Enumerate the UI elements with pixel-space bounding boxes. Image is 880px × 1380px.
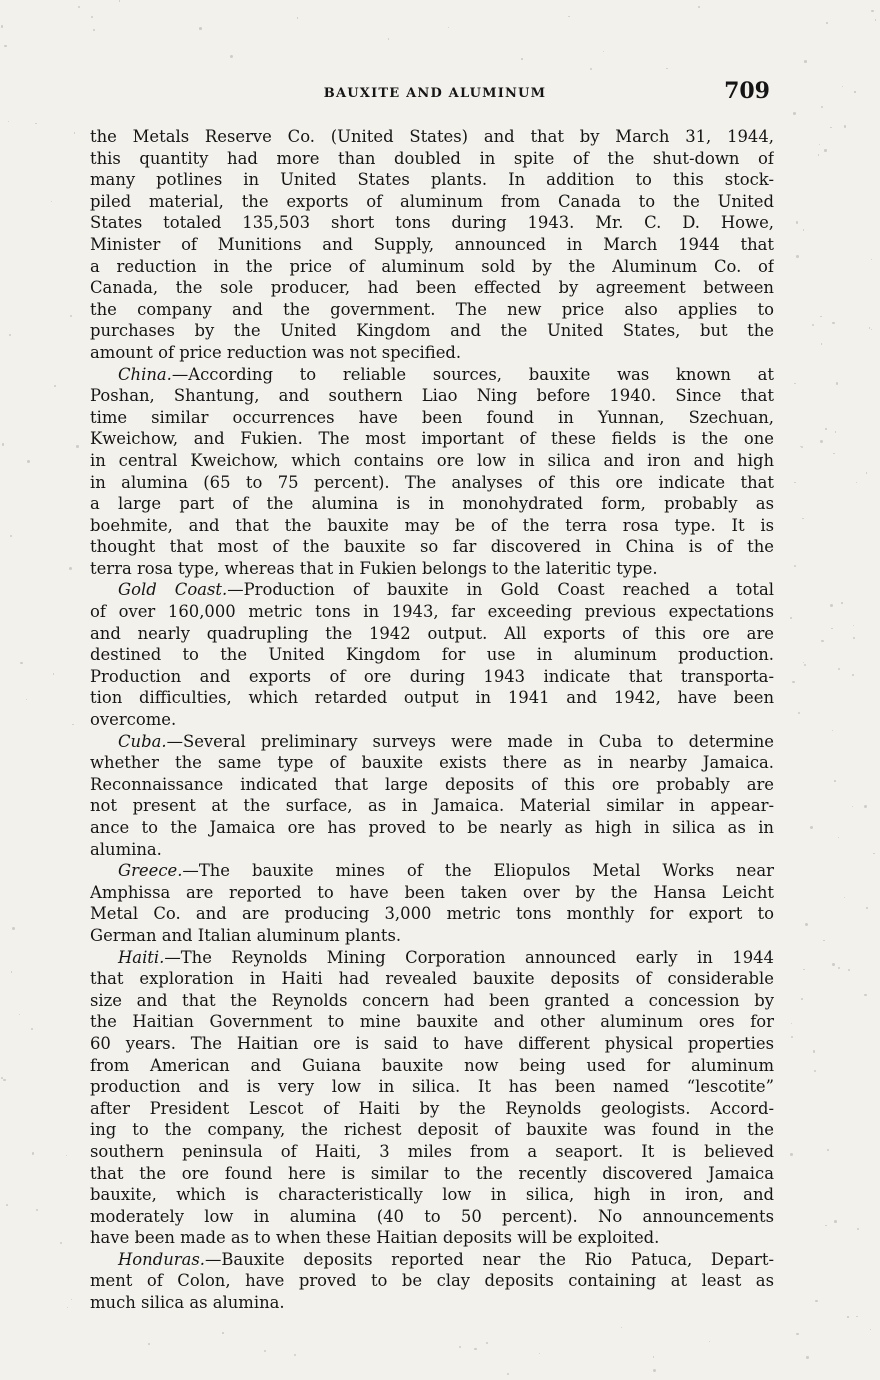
scan-speck [834, 780, 836, 782]
scan-speck [836, 382, 839, 385]
line-text: many potlines in United States plants. In addition to this stock- [90, 170, 774, 190]
text-line [90, 558, 774, 580]
text-line [90, 601, 774, 623]
scan-speck [802, 518, 804, 520]
scan-speck [825, 428, 827, 430]
scan-speck [870, 1329, 871, 1330]
scan-speck [803, 969, 805, 971]
text-line [90, 169, 774, 191]
text-line [90, 968, 774, 990]
scan-speck [698, 6, 700, 8]
line-text: Amphissa are reported to have been taken over by the Hansa Leicht [90, 882, 774, 902]
line-text: Kweichow, and Fukien. The most important of these fields is the one [90, 429, 774, 449]
text-line [90, 903, 774, 925]
scan-speck [653, 1369, 656, 1372]
line-text: ment of Colon, have proved to be clay deposits containing at least as [90, 1271, 774, 1291]
scan-speck [148, 1343, 150, 1345]
text-line [90, 536, 774, 558]
text-line [90, 1011, 774, 1033]
line-text: that exploration in Haiti had revealed bauxite deposits of considerable [90, 969, 774, 989]
scan-speck [709, 1341, 711, 1343]
scan-speck [794, 482, 795, 483]
text-line [90, 774, 774, 796]
scan-speck [819, 144, 821, 146]
text-line [90, 752, 774, 774]
scan-speck [875, 19, 876, 20]
text-line [90, 1292, 774, 1314]
line-text: —The bauxite mines of the Eliopulos Metal Works near [182, 861, 774, 881]
line-text: have been made as to when these Haitian deposits will be exploited. [90, 1228, 660, 1248]
scan-speck [91, 16, 93, 18]
scan-speck [825, 1225, 826, 1226]
text-line [90, 623, 774, 645]
scan-speck [792, 681, 794, 683]
text-line [90, 817, 774, 839]
line-text: —Bauxite deposits reported near the Rio Patuca, Depart- [205, 1249, 774, 1269]
scan-speck [830, 604, 833, 607]
text-line [90, 1098, 774, 1120]
line-text: from American and Guiana bauxite now being used for aluminum [90, 1055, 774, 1075]
paragraph-lead-line [90, 731, 774, 753]
scan-speck [791, 1023, 792, 1024]
scan-speck [815, 1300, 817, 1302]
scan-speck [838, 967, 840, 969]
line-text: Metal Co. and are producing 3,000 metric tons monthly for export to [90, 904, 774, 924]
scan-speck [459, 1346, 462, 1349]
line-text: much silica as alumina. [90, 1293, 285, 1313]
scan-speck [69, 567, 72, 570]
scan-speck [871, 10, 873, 12]
scan-speck [36, 1209, 39, 1212]
scan-speck [844, 125, 846, 127]
line-text: the Metals Reserve Co. (United States) and that by March 31, 1944, [90, 127, 774, 146]
scan-speck [853, 637, 855, 639]
scan-speck [264, 1350, 266, 1352]
scan-speck [833, 453, 835, 455]
scan-speck [820, 316, 822, 318]
line-text: tion difficulties, which retarded output in 1941 and 1942, have been [90, 688, 774, 708]
scan-speck [821, 343, 823, 345]
scan-speck [388, 38, 389, 39]
scan-speck [831, 628, 832, 629]
scan-speck [8, 121, 9, 122]
scan-speck [820, 440, 823, 443]
paragraph-lead-line [90, 364, 774, 386]
line-text: —According to reliable sources, bauxite was known at [171, 364, 774, 384]
scan-speck [70, 315, 72, 317]
scan-speck [801, 998, 803, 1000]
text-line [90, 1055, 774, 1077]
scan-speck [832, 730, 833, 731]
scan-speck [856, 482, 858, 484]
line-text: production and is very low in silica. It has been named “lescotite” [90, 1077, 774, 1097]
scan-speck [818, 154, 819, 155]
scan-speck [838, 837, 839, 838]
scan-speck [866, 907, 868, 909]
scan-speck [873, 853, 874, 854]
line-text: destined to the United Kingdom for use in aluminum production. [90, 645, 774, 665]
line-text: German and Italian aluminum plants. [90, 925, 402, 945]
scan-speck [10, 535, 12, 537]
line-text: a reduction in the price of aluminum sold by the Aluminum Co. of [90, 256, 774, 276]
scan-speck [842, 86, 843, 87]
text-line [90, 342, 774, 364]
text-line [90, 299, 774, 321]
text-line [90, 1227, 774, 1249]
scan-speck [823, 940, 825, 942]
scan-speck [871, 329, 872, 330]
scan-speck [793, 112, 796, 115]
text-line [90, 882, 774, 904]
scan-speck [78, 6, 80, 8]
scan-speck [796, 221, 798, 223]
paragraph-lead-line [90, 947, 774, 969]
section-heading: Cuba. [118, 731, 167, 751]
text-line [90, 839, 774, 861]
text-line [90, 148, 774, 170]
scan-speck [804, 664, 806, 666]
scan-speck [26, 699, 27, 700]
scan-speck [852, 806, 853, 807]
scan-speck [866, 472, 868, 474]
line-text: ance to the Jamaica ore has proved to be nearly as high in silica as in [90, 818, 774, 837]
scan-speck [871, 259, 872, 260]
scan-speck [848, 969, 850, 971]
scan-speck [93, 29, 95, 31]
text-line [90, 407, 774, 429]
scan-speck [20, 662, 23, 665]
scan-speck [35, 123, 37, 125]
text-line [90, 709, 774, 731]
text-line [90, 1163, 774, 1185]
line-text: terra rosa type, whereas that in Fukien belongs to the lateritic type. [90, 558, 658, 578]
line-text: purchases by the United Kingdom and the United States, but the [90, 321, 774, 341]
running-head [92, 78, 778, 110]
line-text: piled material, the exports of aluminum from Canada to the United [90, 191, 774, 211]
line-text: in central Kweichow, which contains ore low in silica and iron and high [90, 450, 774, 470]
scan-speck [832, 963, 835, 966]
line-text: not present at the surface, as in Jamaica. Material similar in appear- [90, 796, 774, 816]
scan-speck [230, 55, 233, 58]
scan-speck [53, 673, 54, 674]
scan-speck [71, 1299, 72, 1300]
scan-speck [32, 1152, 34, 1154]
scan-speck [847, 1316, 849, 1318]
text-line [90, 428, 774, 450]
text-line [90, 925, 774, 947]
line-text: States totaled 135,503 short tons during 1943. Mr. C. D. Howe, [90, 213, 774, 233]
text-line [90, 385, 774, 407]
scan-speck [590, 68, 592, 70]
text-line [90, 126, 774, 148]
scan-speck [66, 1155, 67, 1156]
scan-speck [835, 431, 836, 432]
text-line [90, 1076, 774, 1098]
scan-speck [827, 1149, 829, 1151]
text-line [90, 1270, 774, 1292]
scan-speck [803, 229, 804, 230]
text-line [90, 1206, 774, 1228]
scan-speck [568, 16, 570, 18]
scan-speck [791, 1036, 793, 1038]
line-text: southern peninsula of Haiti, 3 miles from a seaport. It is believed [90, 1141, 774, 1161]
scan-speck [54, 385, 56, 387]
scan-speck [832, 322, 834, 324]
scan-speck [794, 565, 796, 567]
scan-speck [814, 1070, 816, 1072]
scan-speck [4, 45, 6, 47]
scan-speck [826, 22, 828, 24]
text-line [90, 493, 774, 515]
line-text: this quantity had more than doubled in spite of the shut-down of [90, 148, 774, 168]
scan-speck [796, 1333, 799, 1336]
line-text: time similar occurrences have been found in Yunnan, Szechuan, [90, 407, 774, 427]
line-text: Poshan, Shantung, and southern Liao Ning before 1940. Since that [90, 386, 774, 406]
section-heading: China. [118, 364, 172, 384]
line-text: the company and the government. The new price also applies to [90, 299, 774, 319]
scan-speck [621, 1327, 622, 1328]
scan-speck [794, 383, 795, 384]
paragraph-lead-line [90, 860, 774, 882]
paragraph-lead-line [90, 579, 774, 601]
line-text: the Haitian Government to mine bauxite and other aluminum ores for [90, 1012, 774, 1032]
scan-speck [810, 826, 813, 829]
scan-speck [76, 445, 78, 447]
scan-speck [796, 255, 799, 258]
scan-speck [854, 91, 855, 92]
scan-speck [864, 994, 866, 996]
scan-speck [31, 1028, 33, 1030]
scan-speck [798, 712, 800, 714]
scan-speck [12, 927, 15, 930]
scan-speck [824, 149, 826, 151]
line-text: ing to the company, the richest deposit of bauxite was found in the [90, 1120, 774, 1140]
scan-speck [27, 460, 30, 463]
scan-speck [199, 27, 202, 30]
section-heading: Haiti. [118, 947, 165, 967]
scan-speck [72, 724, 74, 726]
text-line [90, 191, 774, 213]
line-text: that the ore found here is similar to the recently discovered Jamaica [90, 1163, 774, 1183]
line-text: moderately low in alumina (40 to 50 percent). No announcements [90, 1206, 774, 1226]
text-line [90, 1119, 774, 1141]
scan-speck [9, 334, 11, 336]
text-line [90, 795, 774, 817]
scan-speck [666, 68, 668, 70]
scan-speck [805, 923, 808, 926]
page-number: 709 [724, 78, 770, 104]
section-heading: Gold Coast. [118, 580, 228, 600]
scan-speck [838, 668, 840, 670]
line-text: whether the same type of bauxite exists there as in nearby Jamaica. [90, 753, 774, 773]
scan-speck [864, 805, 867, 808]
text-line [90, 212, 774, 234]
scan-speck [6, 1204, 8, 1206]
text-line [90, 472, 774, 494]
scan-speck [790, 617, 792, 619]
scan-speck [507, 1373, 509, 1375]
scan-speck [852, 674, 854, 676]
scan-speck [51, 201, 53, 203]
scan-speck [803, 662, 804, 663]
text-line [90, 687, 774, 709]
scan-speck [821, 640, 823, 642]
line-text: alumina. [90, 839, 162, 859]
line-text: Minister of Munitions and Supply, announced in March 1944 that [90, 234, 774, 254]
text-line [90, 450, 774, 472]
text-line [90, 666, 774, 688]
scan-speck [790, 1153, 793, 1156]
scan-speck [812, 324, 814, 326]
scan-speck [486, 1342, 488, 1344]
line-text: —Production of bauxite in Gold Coast reached a total [227, 580, 774, 600]
text-line [90, 320, 774, 342]
scan-speck [521, 58, 523, 60]
line-text: bauxite, which is characteristically low in silica, high in iron, and [90, 1185, 774, 1205]
scan-speck [856, 1316, 858, 1318]
scan-speck [74, 132, 76, 134]
line-text: a large part of the alumina is in monohydrated form, probably as [90, 494, 774, 514]
line-text: size and that the Reynolds concern had been granted a concession by [90, 990, 774, 1010]
scan-speck [297, 17, 299, 19]
text-line [90, 515, 774, 537]
scan-speck [653, 1356, 655, 1358]
line-text: and nearly quadrupling the 1942 output. All exports of this ore are [90, 623, 774, 643]
scan-speck [19, 1014, 20, 1015]
line-text: —The Reynolds Mining Corporation announced early in 1944 [164, 947, 774, 967]
line-text: of over 160,000 metric tons in 1943, far exceeding previous expectations [90, 602, 774, 622]
text-line [90, 990, 774, 1012]
scan-speck [3, 1079, 5, 1081]
scan-speck [844, 897, 845, 898]
text-line [90, 1141, 774, 1163]
text-line [90, 644, 774, 666]
scan-speck [60, 1242, 62, 1244]
scan-speck [857, 1228, 859, 1230]
line-text: boehmite, and that the bauxite may be of the terra rosa type. It is [90, 515, 774, 535]
line-text: in alumina (65 to 75 percent). The analyses of this ore indicate that [90, 472, 774, 492]
scan-speck [830, 127, 831, 128]
scan-speck [474, 1348, 477, 1351]
scan-speck [119, 0, 121, 2]
scan-speck [2, 443, 4, 445]
paragraph-lead-line [90, 1249, 774, 1271]
scan-speck [841, 602, 843, 604]
scan-speck [834, 1220, 837, 1223]
text-line [90, 1184, 774, 1206]
section-heading: Honduras. [118, 1249, 205, 1269]
scan-speck [801, 446, 803, 448]
line-text: amount of price reduction was not specified. [90, 342, 462, 362]
scan-speck [821, 106, 823, 108]
scan-speck [806, 1356, 809, 1359]
line-text: Canada, the sole producer, had been effected by agreement between [90, 278, 774, 298]
scan-speck [67, 1307, 68, 1308]
scan-speck [222, 1332, 224, 1334]
line-text: 60 years. The Haitian ore is said to have different physical properties [90, 1033, 774, 1053]
scan-speck [804, 60, 807, 63]
line-text: after President Lescot of Haiti by the Reynolds geologists. Accord- [90, 1098, 774, 1118]
scan-speck [603, 51, 604, 52]
scan-speck [1, 25, 4, 28]
scan-speck [853, 625, 854, 626]
scan-speck [11, 971, 13, 973]
line-text: Reconnaissance indicated that large deposits of this ore probably are [90, 774, 774, 794]
text-line [90, 256, 774, 278]
scan-speck [294, 1354, 296, 1356]
line-text: —Several preliminary surveys were made in Cuba to determine [166, 731, 774, 751]
scan-speck [539, 1353, 540, 1354]
text-line [90, 234, 774, 256]
line-text: overcome. [90, 710, 177, 730]
line-text: Production and exports of ore during 1943 indicate that transporta- [90, 666, 774, 686]
line-text: thought that most of the bauxite so far discovered in China is of the [90, 537, 774, 557]
section-heading: Greece. [118, 861, 183, 881]
scan-speck [448, 27, 449, 28]
scan-speck [813, 1050, 815, 1052]
text-line [90, 1033, 774, 1055]
running-title: BAUXITE AND ALUMINUM [323, 86, 547, 101]
body-text [90, 126, 774, 1314]
text-line [90, 277, 774, 299]
